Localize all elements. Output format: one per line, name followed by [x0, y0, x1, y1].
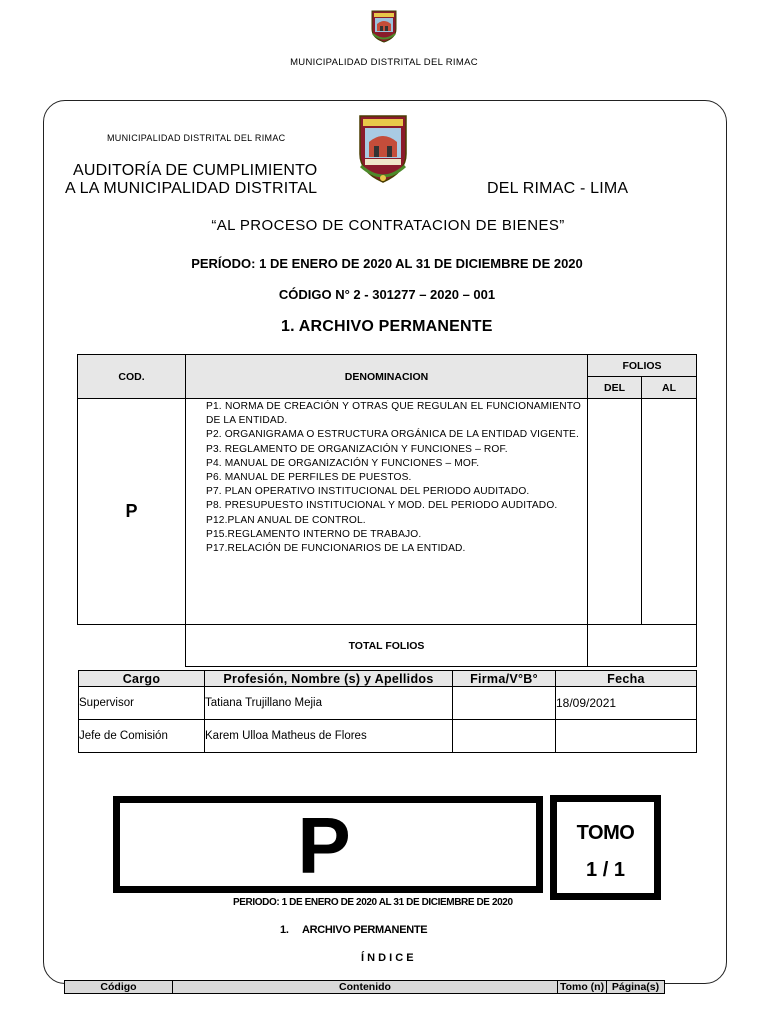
list-item: P4. MANUAL DE ORGANIZACIÓN Y FUNCIONES – MOF.	[206, 457, 480, 469]
col-al-header: AL	[642, 377, 697, 399]
tomo-label: TOMO	[576, 822, 635, 844]
col-del-header: DEL	[588, 377, 642, 399]
total-folios-label: TOTAL FOLIOS	[186, 625, 588, 667]
index-table	[64, 980, 665, 994]
folio-del-cell	[588, 399, 642, 625]
col-cod-header: COD.	[78, 355, 186, 399]
empty-cell	[78, 625, 186, 667]
denominacion-cell	[186, 399, 588, 625]
inner-header: MUNICIPALIDAD DISTRITAL DEL RIMAC	[107, 133, 286, 143]
sig-header-firma: Firma/V°B°	[453, 671, 556, 687]
spine-letter-box	[113, 796, 543, 893]
sig-cargo: Supervisor	[79, 687, 205, 720]
sig-cargo: Jefe de Comisión	[79, 720, 205, 753]
index-header-contenido: Contenido	[173, 981, 558, 994]
subtitle: “AL PROCESO DE CONTRATACION DE BIENES”	[211, 217, 565, 234]
sig-firma	[453, 687, 556, 720]
list-item: P15.REGLAMENTO INTERNO DE TRABAJO.	[206, 528, 422, 540]
spine-letter: P	[297, 801, 351, 890]
list-item: P8. PRESUPUESTO INSTITUCIONAL Y MOD. DEL PERIODO AUDITADO.	[206, 500, 558, 512]
list-item: P2. ORGANIGRAMA O ESTRUCTURA ORGÁNICA DE LA ENTIDAD VIGENTE.	[206, 429, 579, 441]
title-line1: AUDITORÍA DE CUMPLIMIENTO	[73, 162, 318, 179]
signature-table	[78, 670, 697, 753]
sig-header-fecha: Fecha	[556, 671, 697, 687]
tomo-value: 1 / 1	[586, 859, 625, 881]
section-title: 1. ARCHIVO PERMANENTE	[281, 318, 493, 335]
municipal-seal	[357, 110, 409, 186]
periodo-small: PERIODO: 1 DE ENERO DE 2020 AL 31 DE DICIEMBRE DE 2020	[233, 897, 513, 908]
col-folios-header: FOLIOS	[588, 355, 697, 377]
list-item: P3. REGLAMENTO DE ORGANIZACIÓN Y FUNCIONES – ROF.	[206, 443, 508, 455]
archive-table	[77, 354, 697, 667]
sig-fecha	[556, 720, 697, 753]
top-header: MUNICIPALIDAD DISTRITAL DEL RIMAC	[290, 57, 478, 68]
archivo-small: 1. ARCHIVO PERMANENTE	[280, 924, 428, 936]
col-denominacion-header: DENOMINACION	[186, 355, 588, 399]
list-item: P7. PLAN OPERATIVO INSTITUCIONAL DEL PERIODO AUDITADO.	[206, 486, 530, 498]
tomo-box	[550, 795, 661, 900]
list-item: P1. NORMA DE CREACIÓN Y OTRAS QUE REGULAN EL FUNCIONAMIENTO DE LA ENTIDAD.	[206, 401, 581, 427]
codigo: CÓDIGO N° 2 - 301277 – 2020 – 001	[278, 287, 496, 302]
list-item: P12.PLAN ANUAL DE CONTROL.	[206, 514, 366, 526]
index-header-tomo: Tomo (n)	[558, 981, 607, 994]
municipal-seal-top	[370, 7, 398, 43]
list-item: P6. MANUAL DE PERFILES DE PUESTOS.	[206, 472, 412, 484]
indice-title: Í N D I C E	[361, 952, 414, 964]
sig-header-nombre: Profesión, Nombre (s) y Apellidos	[205, 671, 453, 687]
sig-firma	[453, 720, 556, 753]
sig-header-cargo: Cargo	[79, 671, 205, 687]
table-row	[79, 720, 697, 753]
sig-nombre: Tatiana Trujillano Mejia	[205, 687, 453, 720]
periodo: PERÍODO: 1 DE ENERO DE 2020 AL 31 DE DICIEMBRE DE 2020	[191, 256, 583, 271]
title-line2-right: DEL RIMAC - LIMA	[487, 180, 629, 197]
sig-nombre: Karem Ulloa Matheus de Flores	[205, 720, 453, 753]
table-row	[79, 687, 697, 720]
index-header-codigo: Código	[65, 981, 173, 994]
index-header-paginas: Página(s)	[607, 981, 665, 994]
sig-fecha: 18/09/2021	[556, 687, 697, 720]
title-line2-left: A LA MUNICIPALIDAD DISTRITAL	[65, 180, 318, 197]
list-item: P17.RELACIÓN DE FUNCIONARIOS DE LA ENTIDAD.	[206, 543, 466, 555]
denominacion-list	[186, 400, 587, 556]
total-folios-value	[588, 625, 697, 667]
folio-al-cell	[642, 399, 697, 625]
cod-value: P	[78, 399, 186, 625]
